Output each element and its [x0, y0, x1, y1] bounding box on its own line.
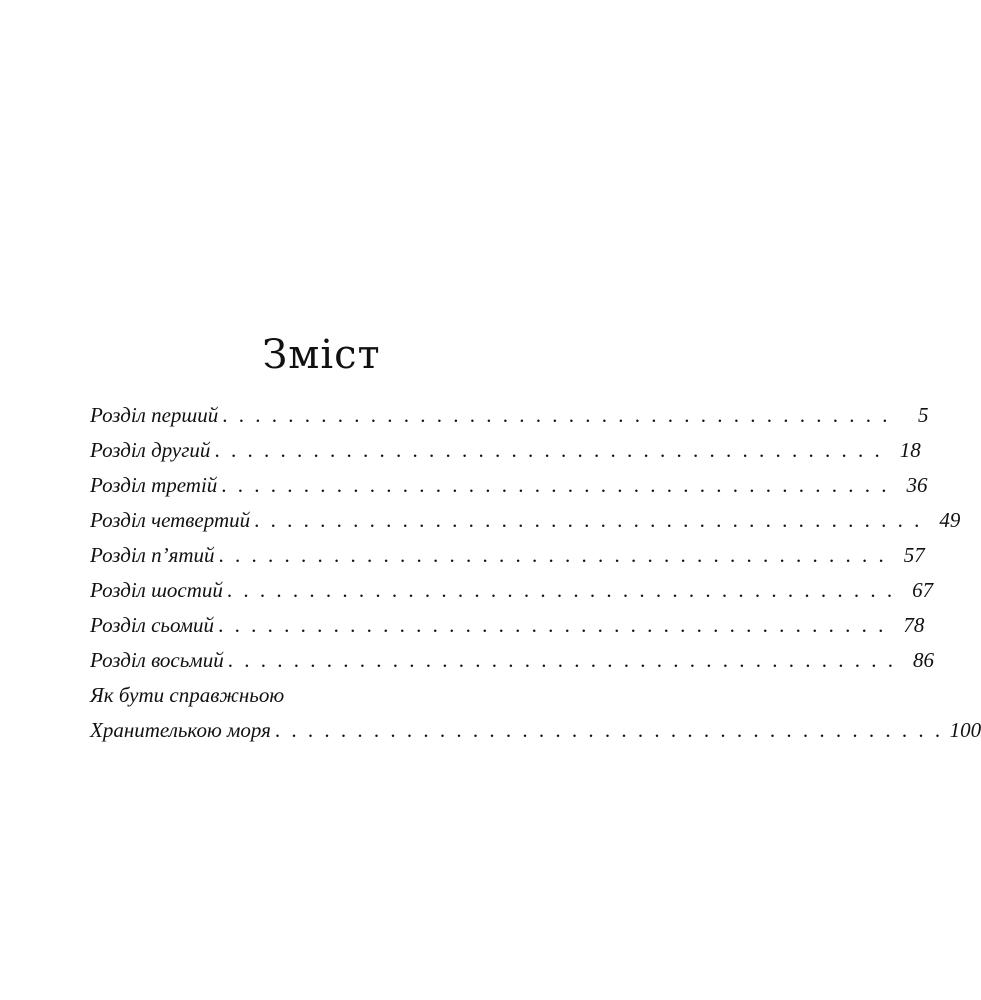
toc-entry-page: 86: [912, 648, 934, 672]
page-title: Зміст: [262, 332, 381, 378]
toc-entry-chapter-7[interactable]: [90, 608, 925, 643]
toc-entry-page: 36: [906, 473, 928, 497]
toc-entry-label: Розділ п’ятий: [90, 543, 215, 567]
toc-entry-label: Розділ сьомий: [90, 613, 215, 637]
toc-entry-page: 5: [918, 403, 929, 427]
dot-leader: . . . . . . . . . . . . . . . . . . . . . . . . . . . . . . . . . . . . . . . . .: [222, 403, 891, 427]
toc-entry-chapter-3[interactable]: [90, 468, 928, 503]
dot-leader: . . . . . . . . . . . . . . . . . . . . . . . . . . . . . . . . . . . . . . . . .: [227, 648, 896, 672]
toc-entry-label: Як бути справжньою: [90, 683, 285, 707]
table-of-contents: [90, 398, 981, 748]
toc-entry-page: 49: [939, 508, 961, 532]
toc-entry-label: Розділ четвертий: [90, 508, 251, 532]
toc-entry-label: Розділ перший: [90, 403, 219, 427]
dot-leader: . . . . . . . . . . . . . . . . . . . . . . . . . . . . . . . . . . . . . . . . .: [274, 718, 944, 742]
dot-leader: . . . . . . . . . . . . . . . . . . . . . . . . . . . . . . . . . . . . . . . . .: [226, 578, 896, 602]
toc-entry-page: 57: [903, 543, 925, 567]
toc-entry-chapter-8[interactable]: [90, 643, 934, 678]
toc-entry-chapter-2[interactable]: [90, 433, 921, 468]
toc-entry-page: 67: [912, 578, 934, 602]
dot-leader: . . . . . . . . . . . . . . . . . . . . . . . . . . . . . . . . . . . . . . . . .: [214, 438, 883, 462]
toc-entry-label: Розділ шостий: [90, 578, 223, 602]
toc-entry-chapter-4[interactable]: [90, 503, 961, 538]
dot-leader: . . . . . . . . . . . . . . . . . . . . . . . . . . . . . . . . . . . . . . . . .: [221, 473, 890, 497]
dot-leader: . . . . . . . . . . . . . . . . . . . . . . . . . . . . . . . . . . . . . . . . .: [218, 613, 887, 637]
toc-entry-label: Хранителькою моря: [90, 718, 271, 742]
toc-entry-chapter-1[interactable]: [90, 398, 929, 433]
toc-entry-appendix-line-2[interactable]: [90, 713, 981, 748]
dot-leader: . . . . . . . . . . . . . . . . . . . . . . . . . . . . . . . . . . . . . . . . .: [254, 508, 923, 532]
toc-entry-page: 18: [899, 438, 921, 462]
toc-entry-page: 100: [949, 718, 981, 742]
toc-entry-label: Розділ восьмий: [90, 648, 224, 672]
toc-entry-label: Розділ другий: [90, 438, 211, 462]
toc-entry-chapter-6[interactable]: [90, 573, 934, 608]
toc-entry-page: 78: [903, 613, 925, 637]
toc-entry-label: Розділ третій: [90, 473, 218, 497]
toc-entry-appendix-line-1[interactable]: [90, 678, 570, 713]
toc-entry-chapter-5[interactable]: [90, 538, 925, 573]
dot-leader: . . . . . . . . . . . . . . . . . . . . . . . . . . . . . . . . . . . . . . . . .: [218, 543, 887, 567]
